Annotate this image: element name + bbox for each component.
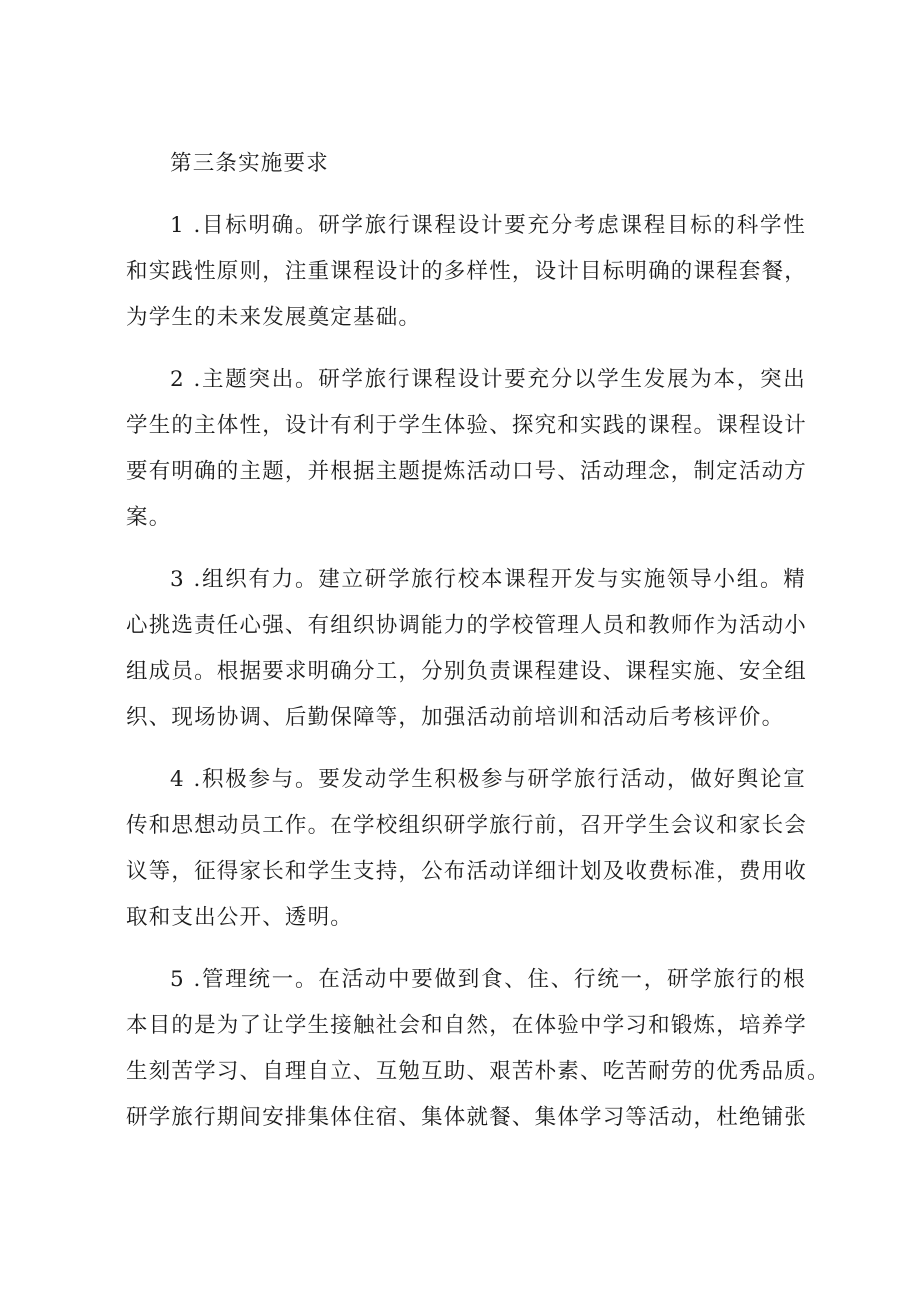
paragraph-line: 织、现场协调、后勤保障等，加强活动前培训和活动后考核评价。	[126, 705, 785, 730]
paragraph-line: 研学旅行期间安排集体住宿、集体就餐、集体学习等活动，杜绝铺张	[126, 1105, 808, 1130]
paragraph-line: 2 .主题突出。研学旅行课程设计要充分以学生发展为本，突出	[170, 367, 806, 392]
paragraph-line: 要有明确的主题，并根据主题提炼活动口号、活动理念，制定活动方	[126, 459, 808, 484]
paragraph-line: 学生的主体性，设计有利于学生体验、探究和实践的课程。课程设计	[126, 413, 808, 438]
section-heading: 第三条实施要求	[170, 151, 329, 176]
paragraph-line: 取和支出公开、透明。	[126, 905, 354, 930]
paragraph-line: 组成员。根据要求明确分工，分别负责课程建设、课程实施、安全组	[126, 659, 808, 684]
paragraph-line: 生刻苦学习、自理自立、互勉互助、艰苦朴素、吃苦耐劳的优秀品质。	[126, 1059, 830, 1084]
paragraph-line: 4 .积极参与。要发动学生积极参与研学旅行活动，做好舆论宣	[170, 767, 806, 792]
paragraph-line: 1 .目标明确。研学旅行课程设计要充分考虑课程目标的科学性	[170, 213, 806, 238]
paragraph-line: 议等，征得家长和学生支持，公布活动详细计划及收费标准，费用收	[126, 859, 808, 884]
paragraph-line: 本目的是为了让学生接触社会和自然，在体验中学习和锻炼，培养学	[126, 1013, 808, 1038]
paragraph-line: 传和思想动员工作。在学校组织研学旅行前，召开学生会议和家长会	[126, 813, 808, 838]
paragraph-line: 3 .组织有力。建立研学旅行校本课程开发与实施领导小组。精	[170, 567, 806, 592]
paragraph-line: 和实践性原则，注重课程设计的多样性，设计目标明确的课程套餐，	[126, 259, 808, 284]
paragraph-line: 案。	[126, 505, 172, 530]
paragraph-line: 5 .管理统一。在活动中要做到食、住、行统一，研学旅行的根	[170, 967, 806, 992]
paragraph-line: 为学生的未来发展奠定基础。	[126, 305, 422, 330]
paragraph-line: 心挑选责任心强、有组织协调能力的学校管理人员和教师作为活动小	[126, 613, 808, 638]
